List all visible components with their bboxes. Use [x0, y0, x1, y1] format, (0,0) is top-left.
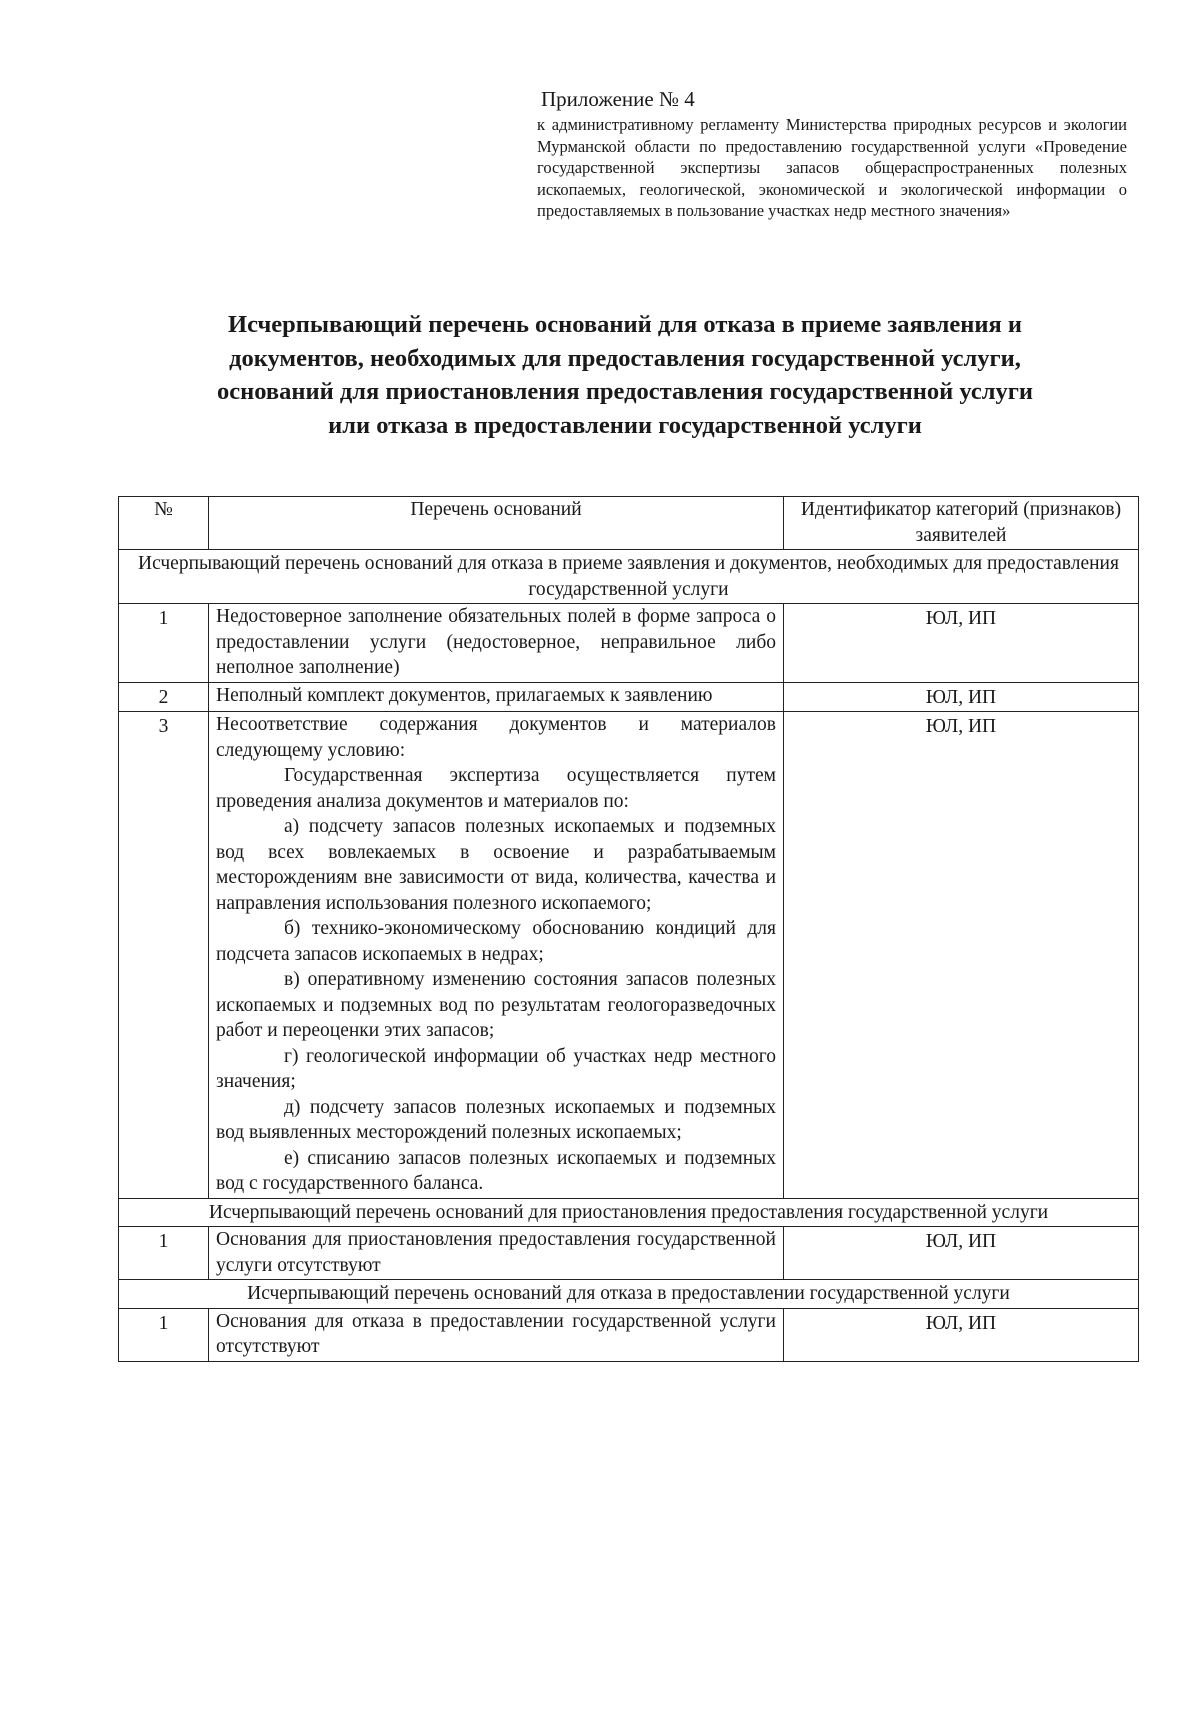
table-header-row [119, 497, 1139, 550]
row-num: 3 [119, 712, 209, 1199]
section-row [119, 1198, 1139, 1227]
section-title-refusal-acceptance: Исчерпывающий перечень оснований для отказа в приеме заявления и документов, необходимых для предоставления государственной услуги [119, 550, 1139, 604]
row-item-a: а) подсчету запасов полезных ископаемых и подземных вод всех вовлекаемых в освоение и разрабатываемым месторождениям вне зависимости от вида, количества, качества и направления использования полезного ископаемого; [216, 816, 776, 914]
table-row [119, 1227, 1139, 1280]
section-row [119, 1280, 1139, 1309]
row-text: Неполный комплект документов, прилагаемых к заявлению [209, 682, 784, 712]
row-num: 2 [119, 682, 209, 712]
row-item-g: г) геологической информации об участках недр местного значения; [216, 1045, 776, 1092]
appendix-title: Приложение № 4 [541, 87, 695, 111]
document-title-line: оснований для приостановления предоставления государственной услуги [217, 378, 1033, 405]
table-row [119, 682, 1139, 712]
table-row [119, 1308, 1139, 1361]
row-category: ЮЛ, ИП [784, 712, 1139, 1199]
row-item-e: е) списанию запасов полезных ископаемых и подземных вод с государственного баланса. [216, 1147, 776, 1194]
row-category: ЮЛ, ИП [784, 682, 1139, 712]
header-category: Идентификатор категорий (признаков) заявителей [784, 497, 1139, 550]
row-item-d: д) подсчету запасов полезных ископаемых и подземных вод выявленных месторождений полезных ископаемых; [216, 1096, 776, 1143]
document-title-line: или отказа в предоставлении государственной услуги [328, 411, 922, 439]
row-num: 1 [119, 1308, 209, 1361]
header-num: № [119, 497, 209, 550]
table-row [119, 712, 1139, 1199]
row-text: Недостоверное заполнение обязательных полей в форме запроса о предоставлении услуги (недостоверное, неправильное либо неполное заполнение) [209, 604, 784, 683]
row-paragraph: Государственная экспертиза осуществляется путем проведения анализа документов и материалов по: [216, 765, 776, 812]
row-category: ЮЛ, ИП [784, 1227, 1139, 1280]
row-category: ЮЛ, ИП [784, 1308, 1139, 1361]
row-num: 1 [119, 1227, 209, 1280]
header-reasons: Перечень оснований [209, 497, 784, 550]
row-category: ЮЛ, ИП [784, 604, 1139, 683]
row-num: 1 [119, 604, 209, 683]
row-item-v: в) оперативному изменению состояния запасов полезных ископаемых и подземных вод по результатам геологоразведочных работ и переоценки этих запасов; [216, 969, 776, 1041]
row-text [209, 712, 784, 1199]
section-title-suspension: Исчерпывающий перечень оснований для приостановления предоставления государственной услуги [119, 1198, 1139, 1227]
section-title-refusal-service: Исчерпывающий перечень оснований для отказа в предоставлении государственной услуги [119, 1280, 1139, 1309]
table-row [119, 604, 1139, 683]
document-title-line: Исчерпывающий перечень оснований для отказа в приеме заявления и [228, 311, 1022, 338]
appendix-text: к административному регламенту Министерства природных ресурсов и экологии Мурманской области по предоставлению государственной услуги «Проведение государственной экспертизы запасов общераспространенных полезных ископаемых, геологической, экономической и экологической информации о предоставляемых в пользование участках недр местного значения» [537, 115, 1127, 220]
row-item-b: б) технико-экономическому обоснованию кондиций для подсчета запасов ископаемых в недрах; [216, 918, 776, 965]
appendix-block [537, 86, 1127, 222]
document-title-line: документов, необходимых для предоставления государственной услуги, [229, 344, 1021, 372]
row-text: Основания для приостановления предоставления государственной услуги отсутствуют [209, 1227, 784, 1280]
section-row [119, 550, 1139, 604]
row-intro: Несоответствие содержания документов и материалов следующему условию: [216, 714, 776, 761]
document-title [110, 308, 1140, 442]
row-text: Основания для отказа в предоставлении государственной услуги отсутствуют [209, 1308, 784, 1361]
grounds-table [118, 496, 1139, 1362]
